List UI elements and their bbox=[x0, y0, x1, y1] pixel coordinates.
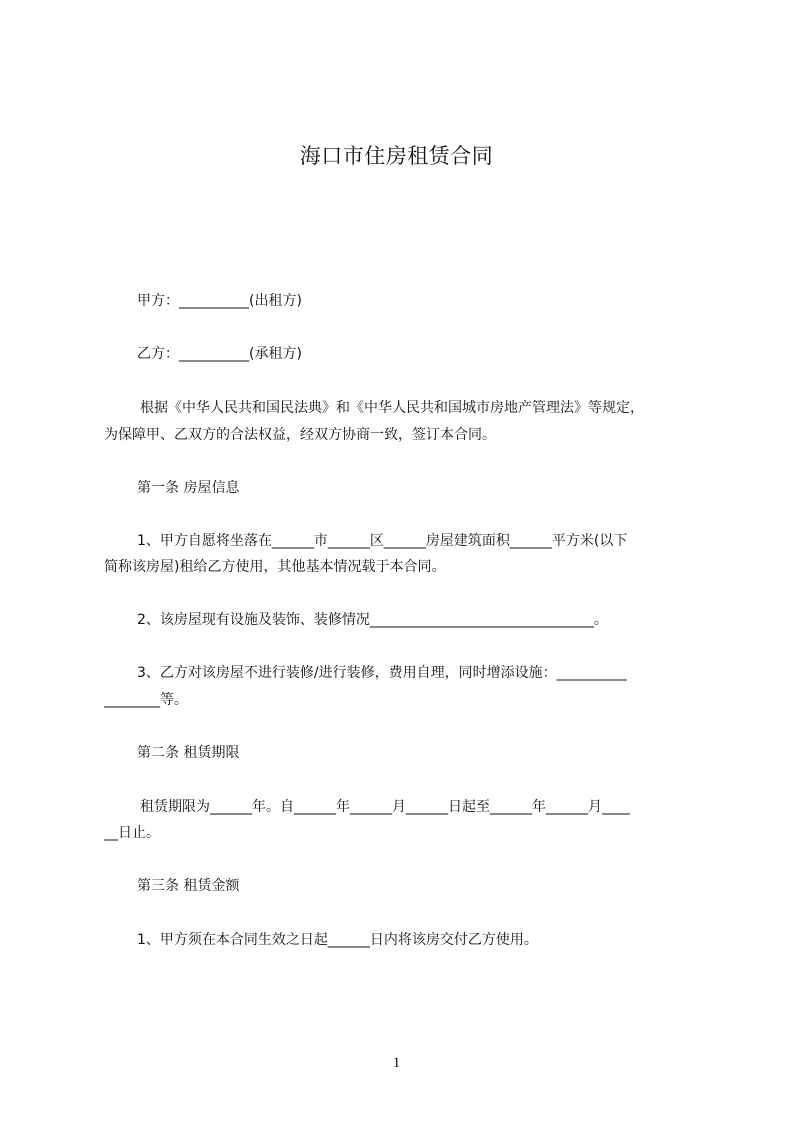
article-1-clause-1-line-1: 1、甲方自愿将坐落在______市______区______房屋建筑面积______平方米(以下 bbox=[137, 533, 628, 549]
article-1-clause-3-line-1: 3、乙方对该房屋不进行装修/进行装修，费用自理，同时增添设施：__________ bbox=[137, 665, 627, 681]
article-2-heading: 第二条 租赁期限 bbox=[137, 745, 240, 761]
intro-line-2: 为保障甲、乙双方的合法权益，经双方协商一致，签订本合同。 bbox=[104, 427, 496, 443]
article-2-clause-line-1: 租赁期限为______年。自______年______月______日起至______年______月____ bbox=[140, 799, 630, 815]
article-1-clause-1-line-2: 简称该房屋)租给乙方使用，其他基本情况载于本合同。 bbox=[104, 559, 446, 575]
page-number: 1 bbox=[392, 1055, 401, 1071]
party-b-line: 乙方：__________(承租方) bbox=[137, 346, 302, 362]
article-1-heading: 第一条 房屋信息 bbox=[137, 480, 240, 496]
article-3-clause-1: 1、甲方须在本合同生效之日起______日内将该房交付乙方使用。 bbox=[137, 932, 538, 948]
article-1-clause-3-line-2: ________等。 bbox=[104, 692, 188, 708]
article-3-heading: 第三条 租赁金额 bbox=[137, 878, 240, 894]
article-2-clause-line-2: __日止。 bbox=[104, 825, 160, 841]
intro-line-1: 根据《中华人民共和国民法典》和《中华人民共和国城市房地产管理法》等规定， bbox=[140, 400, 644, 416]
party-a-line: 甲方：__________(出租方) bbox=[137, 293, 302, 309]
article-1-clause-2: 2、该房屋现有设施及装饰、装修情况________________________________。 bbox=[137, 612, 608, 628]
document-title: 海口市住房租赁合同 bbox=[299, 144, 494, 168]
